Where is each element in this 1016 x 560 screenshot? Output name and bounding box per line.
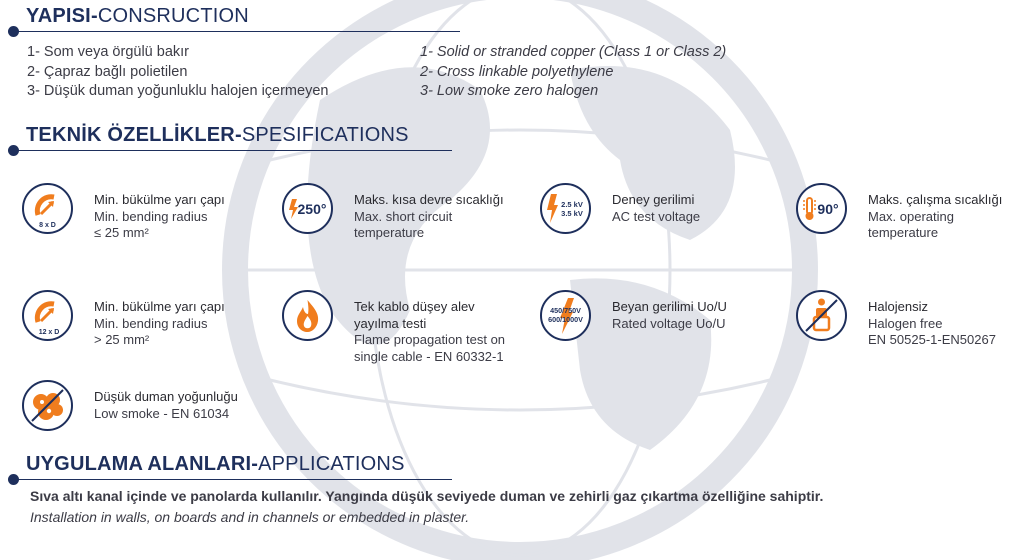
icon-label: 450/750V — [550, 306, 581, 315]
spec-value: ≤ 25 mm² — [94, 225, 149, 240]
section-title-light: APPLICATIONS — [258, 453, 405, 475]
list-item: 3- Düşük duman yoğunluklu halojen içermeyen — [27, 83, 329, 99]
spec-label-en: Max. short circuit — [354, 208, 453, 224]
operating-temperature-icon — [796, 183, 847, 234]
icon-label: 8 x D — [39, 222, 56, 229]
section-bullet — [8, 474, 19, 485]
section-title-bold: YAPISI- — [26, 5, 98, 27]
spec-value: > 25 mm² — [94, 332, 150, 347]
list-item: 3- Low smoke zero halogen — [420, 83, 599, 99]
spec-label-tr: Düşük duman yoğunluğu — [94, 389, 238, 404]
spec-label-tr: Halojensiz — [868, 299, 928, 314]
spec-label-en: Rated voltage Uo/U — [612, 315, 726, 331]
section-rule — [12, 479, 452, 480]
section-title-applications — [26, 453, 405, 476]
spec-label-tr: Tek kablo düşey alev — [354, 299, 475, 314]
flame-icon — [282, 290, 333, 341]
spec-label-en: temperature — [354, 225, 425, 240]
spec-label-tr: Min. bükülme yarı çapı — [94, 192, 225, 207]
rated-voltage-icon — [540, 290, 591, 341]
icon-label: 12 x D — [38, 329, 60, 336]
section-bullet — [8, 26, 19, 37]
spec-label-tr: Maks. çalışma sıcaklığı — [868, 192, 1003, 207]
bending-radius-icon — [22, 290, 73, 341]
construction-list-en — [420, 43, 726, 102]
halogen-free-icon — [796, 290, 847, 341]
spec-label-tr: Maks. kısa devre sıcaklığı — [354, 192, 504, 207]
icon-label: 250° — [297, 201, 327, 217]
section-title-bold: TEKNİK ÖZELLİKLER- — [26, 124, 242, 146]
spec-label-en: Min. bending radius — [94, 208, 208, 224]
applications-text-en: Installation in walls, on boards and in channels or embedded in plaster. — [30, 509, 470, 525]
spec-label-en: AC test voltage — [612, 208, 701, 224]
section-title-specifications — [26, 124, 409, 147]
list-item: 2- Cross linkable polyethylene — [420, 63, 614, 80]
spec-label-en: Max. operating — [868, 208, 954, 224]
icon-label: 3.5 kV — [561, 209, 583, 218]
applications-text-tr: Sıva altı kanal içinde ve panolarda kullanılır. Yangında düşük seviyede duman ve zehirli gaz çıkartma özelliğine sahiptir. — [30, 488, 824, 504]
list-item: 1- Solid or stranded copper (Class 1 or Class 2) — [420, 44, 727, 60]
section-rule — [12, 150, 452, 151]
spec-value: EN 50525-1-EN50267 — [868, 332, 996, 347]
ac-test-voltage-icon — [540, 183, 591, 234]
spec-label-en: Min. bending radius — [94, 315, 208, 331]
spec-label-en: Low smoke - EN 61034 — [94, 405, 230, 421]
spec-label-en: single cable - EN 60332-1 — [354, 348, 504, 364]
icon-label: 600/1000V — [548, 315, 583, 324]
spec-label-tr: Deney gerilimi — [612, 192, 695, 207]
bending-radius-icon — [22, 183, 73, 234]
spec-label-tr: yayılma testi — [354, 315, 427, 331]
section-title-light: SPESIFICATIONS — [241, 124, 409, 146]
construction-list-tr — [27, 43, 328, 102]
spec-label-en: temperature — [868, 225, 939, 240]
list-item: 2- Çapraz bağlı polietilen — [27, 63, 188, 80]
list-item: 1- Som veya örgülü bakır — [27, 44, 189, 60]
spec-label-tr: Min. bükülme yarı çapı — [94, 299, 225, 314]
section-title-construction — [26, 5, 249, 28]
spec-label-tr: Beyan gerilimi Uo/U — [612, 299, 727, 314]
section-title-light: CONSRUCTION — [97, 5, 249, 27]
section-bullet — [8, 145, 19, 156]
icon-label: 90° — [817, 201, 839, 217]
section-rule — [12, 31, 460, 32]
spec-label-en: Halogen free — [868, 315, 943, 331]
short-circuit-temperature-icon — [282, 183, 333, 234]
low-smoke-icon — [22, 380, 73, 431]
icon-label: 2.5 kV — [561, 200, 583, 209]
spec-label-en: Flame propagation test on — [354, 332, 506, 347]
section-title-bold: UYGULAMA ALANLARI- — [26, 453, 259, 475]
